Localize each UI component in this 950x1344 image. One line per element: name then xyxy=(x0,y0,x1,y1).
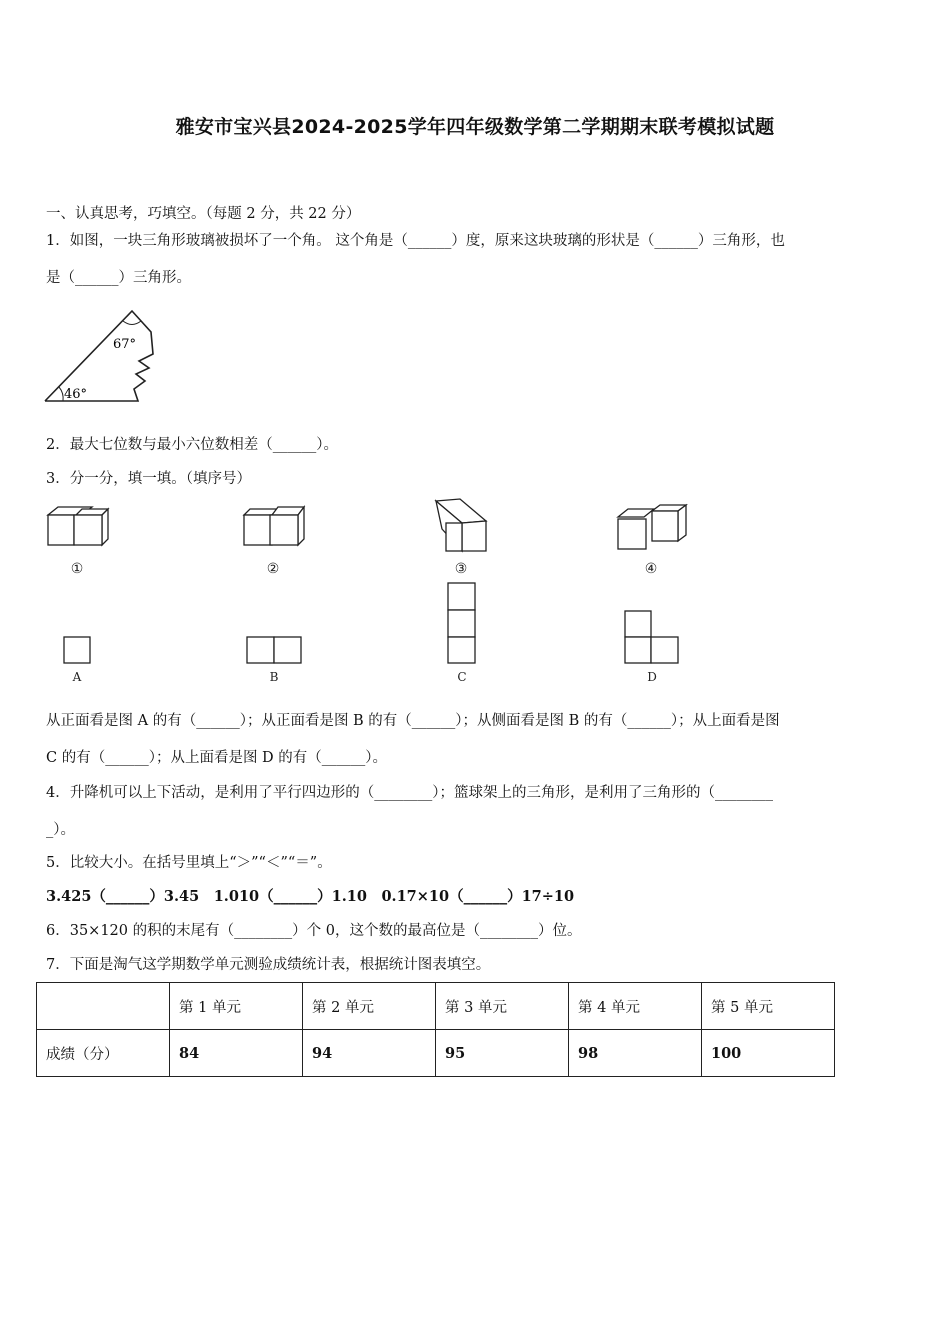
table-header-cell xyxy=(37,983,170,1030)
q3-answer-line2: C 的有（______）；从上面看是图 D 的有（______）。 xyxy=(46,750,388,766)
view-d-shape xyxy=(625,611,678,663)
table-header-cell: 第 2 单元 xyxy=(303,983,436,1030)
q6-text: 6．35×120 的积的末尾有（________）个 0，这个数的最高位是（________）位。 xyxy=(46,923,582,939)
angle-arc-left xyxy=(59,387,63,401)
page-title: 雅安市宝兴县2024-2025学年四年级数学第二学期期末联考模拟试题 xyxy=(175,116,775,138)
table-row-label: 成绩（分） xyxy=(37,1030,170,1077)
q2-text: 2．最大七位数与最小六位数相差（______）。 xyxy=(46,437,338,453)
figure-label-3: ③ xyxy=(454,561,468,577)
q3-answer-line1: 从正面看是图 A 的有（______）；从正面看是图 B 的有（______）；从侧面看是图 B 的有（______）；从上面看是图 xyxy=(46,713,780,729)
cube-figure-4 xyxy=(618,505,686,549)
q5-compare: 3.425（______）3.45 1.010（______）1.10 0.17×10（______）17÷10 xyxy=(46,888,575,905)
table-cell: 95 xyxy=(436,1030,569,1077)
cube-figure-1 xyxy=(48,507,108,545)
table-cell: 84 xyxy=(170,1030,303,1077)
table-header-cell: 第 1 单元 xyxy=(170,983,303,1030)
q1-text-line1: 1．如图，一块三角形玻璃被损坏了一个角。 这个角是（______）度，原来这块玻璃的形状是（______）三角形，也 xyxy=(46,233,785,249)
view-label-a: A xyxy=(72,670,82,684)
triangle-outline xyxy=(45,311,153,401)
score-table xyxy=(36,982,835,1077)
q4-text-line2: _）。 xyxy=(46,822,75,838)
section-1-heading: 一、认真思考，巧填空。（每题 2 分，共 22 分） xyxy=(46,206,361,222)
table-header-cell: 第 3 单元 xyxy=(436,983,569,1030)
q5-text: 5．比较大小。在括号里填上“＞”“＜”“＝”。 xyxy=(46,855,332,871)
q4-text-line1: 4．升降机可以上下活动，是利用了平行四边形的（________）；篮球架上的三角形，是利用了三角形的（________ xyxy=(46,785,773,801)
angle-label-left: 46° xyxy=(64,387,88,402)
table-cell: 100 xyxy=(702,1030,835,1077)
table-row xyxy=(37,1030,835,1077)
table-cell: 98 xyxy=(569,1030,702,1077)
view-label-d: D xyxy=(647,670,657,684)
view-a-shape xyxy=(64,637,90,663)
figure-label-1: ① xyxy=(70,561,84,577)
q3-text: 3．分一分，填一填。（填序号） xyxy=(46,471,251,487)
angle-arc-top xyxy=(123,321,141,325)
table-header-row xyxy=(37,983,835,1030)
cube-figure-3 xyxy=(436,499,486,551)
table-header-cell: 第 5 单元 xyxy=(702,983,835,1030)
view-label-b: B xyxy=(269,670,279,684)
broken-triangle-figure xyxy=(40,304,170,408)
cube-figure-2 xyxy=(244,507,304,545)
q1-text-line2: 是（______）三角形。 xyxy=(46,270,191,286)
table-header-cell: 第 4 单元 xyxy=(569,983,702,1030)
view-label-c: C xyxy=(457,670,467,684)
view-c-shape xyxy=(448,583,475,663)
angle-label-top: 67° xyxy=(113,337,137,352)
q7-text: 7．下面是淘气这学期数学单元测验成绩统计表，根据统计图表填空。 xyxy=(46,957,491,973)
table-cell: 94 xyxy=(303,1030,436,1077)
figure-label-2: ② xyxy=(266,561,280,577)
figure-label-4: ④ xyxy=(644,561,658,577)
cube-figures xyxy=(40,495,720,690)
view-b-shape xyxy=(247,637,301,663)
